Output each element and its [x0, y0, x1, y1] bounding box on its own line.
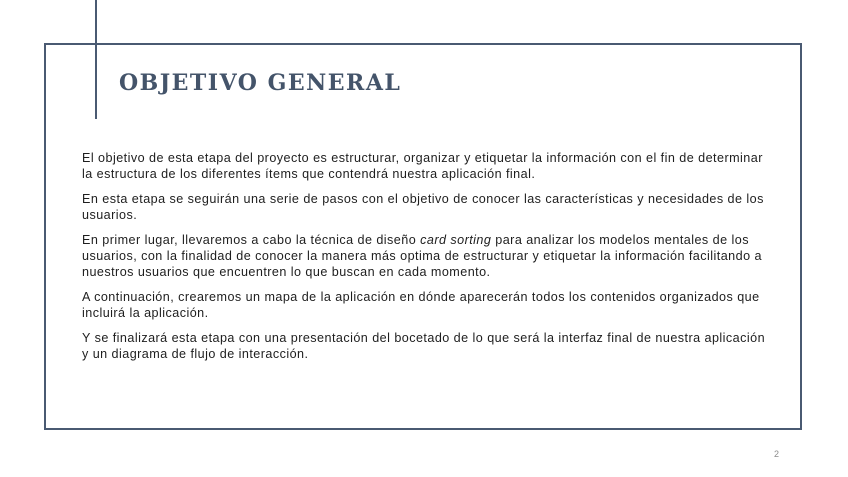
page-number: 2 — [774, 449, 780, 459]
slide-title: OBJETIVO GENERAL — [119, 70, 402, 96]
card-sorting-text-before: En primer lugar, llevaremos a cabo la técnica de diseño — [82, 233, 421, 247]
paragraph-sketch: Y se finalizará esta etapa con una presentación del bocetado de lo que será la interfaz final de nuestra aplicación y un diagrama de flujo de interacción. — [82, 331, 766, 361]
accent-line — [95, 0, 97, 119]
slide-body — [82, 150, 772, 371]
paragraph-card-sorting — [82, 232, 772, 280]
paragraph-objective: El objetivo de esta etapa del proyecto es estructurar, organizar y etiquetar la información con el fin de determinar la estructura de los diferentes ítems que contendrá nuestra aplicación final. — [82, 151, 763, 181]
card-sorting-text-after: para analizar los modelos mentales de los usuarios, con la finalidad de conocer la manera más optima de estructurar y etiquetar la información facilitando a nuestros usuarios que encuentren lo que buscan en cada momento. — [82, 233, 762, 279]
card-sorting-term: card sorting — [420, 233, 492, 247]
paragraph-app-map: A continuación, crearemos un mapa de la aplicación en dónde aparecerán todos los contenidos organizados que incluirá la aplicación. — [82, 290, 760, 320]
paragraph-steps: En esta etapa se seguirán una serie de pasos con el objetivo de conocer las características y necesidades de los usuarios. — [82, 192, 764, 222]
